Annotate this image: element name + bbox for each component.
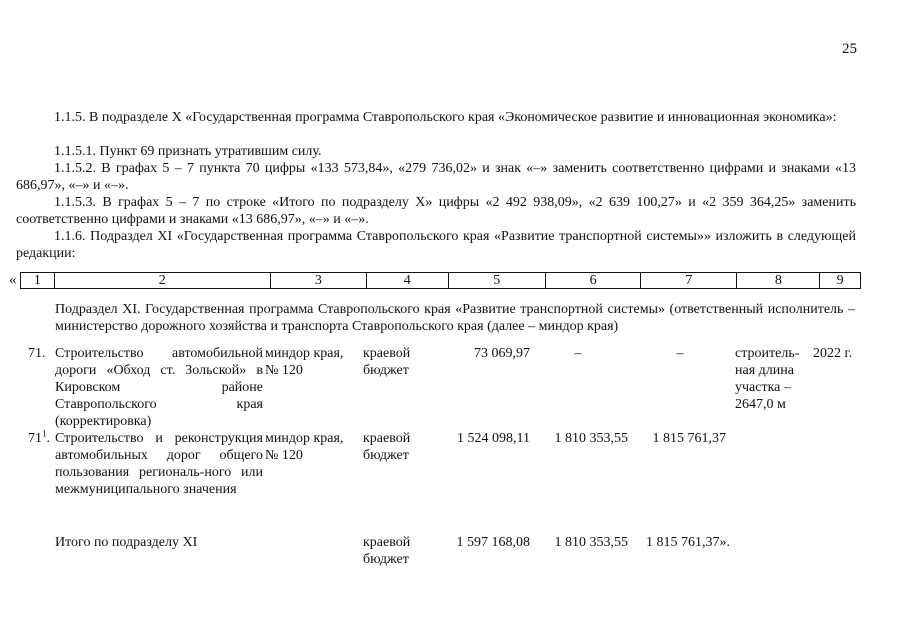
- column-number: 2: [54, 273, 270, 289]
- column-number: 9: [820, 273, 861, 289]
- paragraph-1-1-5-2: 1.1.5.2. В графах 5 – 7 пункта 70 цифры «133 573,84», «279 736,02» и знак «–» заменить соответственно цифрами и знаками «13 686,97», «–» и «–».: [16, 161, 856, 193]
- row-value-col5: 73 069,97: [474, 346, 530, 361]
- row-value-col6: 1 810 353,55: [554, 431, 628, 446]
- total-row-source: краевой бюджет: [363, 535, 411, 567]
- row-number: 71.: [28, 346, 46, 361]
- column-number: 7: [641, 273, 737, 289]
- row-col8: строитель-ная длина участка – 2647,0 м: [735, 346, 800, 412]
- subsection-title: Подраздел XI. Государственная программа Ставропольского края «Развитие транспортной системы» (ответственный исполнитель – министерство дорожного хозяйства и транспорта Ставропольского края (далее – миндор края): [55, 302, 855, 334]
- total-row-col5: 1 597 168,08: [456, 535, 530, 550]
- column-number: 8: [737, 273, 820, 289]
- paragraph-1-1-6: 1.1.6. Подраздел XI «Государственная программа Ставропольского края «Развитие транспортной системы»» изложить в следующей редакции:: [16, 229, 856, 261]
- row-name: Строительство и реконструкция автомобильных дорог общего пользования региональ-ного или межмуниципального значения: [55, 431, 263, 497]
- paragraph-1-1-5-3: 1.1.5.3. В графах 5 – 7 по строке «Итого по подразделу X» цифры «2 492 938,09», «2 639 100,27» и «2 359 364,25» заменить соответственно цифрами и знаками «13 686,97», «–» и «–».: [16, 195, 856, 227]
- column-number: 3: [270, 273, 366, 289]
- column-number-header: [20, 272, 861, 289]
- row-value-col7: –: [676, 346, 684, 361]
- row-responsible: миндор края, № 120: [265, 431, 344, 463]
- row-responsible: миндор края, № 120: [265, 346, 344, 378]
- page-number: 25: [842, 41, 857, 57]
- paragraph-1-1-5-1: 1.1.5.1. Пункт 69 признать утратившим силу.: [54, 144, 322, 159]
- row-source: краевой бюджет: [363, 431, 411, 463]
- total-row-label: Итого по подразделу XI: [55, 535, 198, 550]
- column-number: 6: [545, 273, 641, 289]
- table-open-quote: «: [9, 272, 17, 288]
- row-value-col5: 1 524 098,11: [457, 431, 530, 446]
- row-source: краевой бюджет: [363, 346, 411, 378]
- row-number-suffix: .: [46, 431, 50, 446]
- row-number-main: 71: [28, 431, 42, 446]
- row-name: Строительство автомобильной дороги «Обход ст. Зольской» в Кировском районе Ставропольского края (корректировка): [55, 346, 263, 429]
- total-row-col6: 1 810 353,55: [554, 535, 628, 550]
- row-value-col6: –: [574, 346, 582, 361]
- column-number: 5: [448, 273, 545, 289]
- column-number: 1: [21, 273, 55, 289]
- row-col9: 2022 г.: [813, 346, 853, 361]
- paragraph-1-1-5: 1.1.5. В подразделе X «Государственная программа Ставропольского края «Экономическое развитие и инновационная экономика»:: [54, 110, 837, 125]
- row-value-col7: 1 815 761,37: [652, 431, 726, 446]
- row-number-superscript: 1: [42, 428, 47, 439]
- column-number: 4: [366, 273, 448, 289]
- total-row-col7: 1 815 761,37».: [646, 535, 730, 550]
- row-number: [28, 430, 54, 447]
